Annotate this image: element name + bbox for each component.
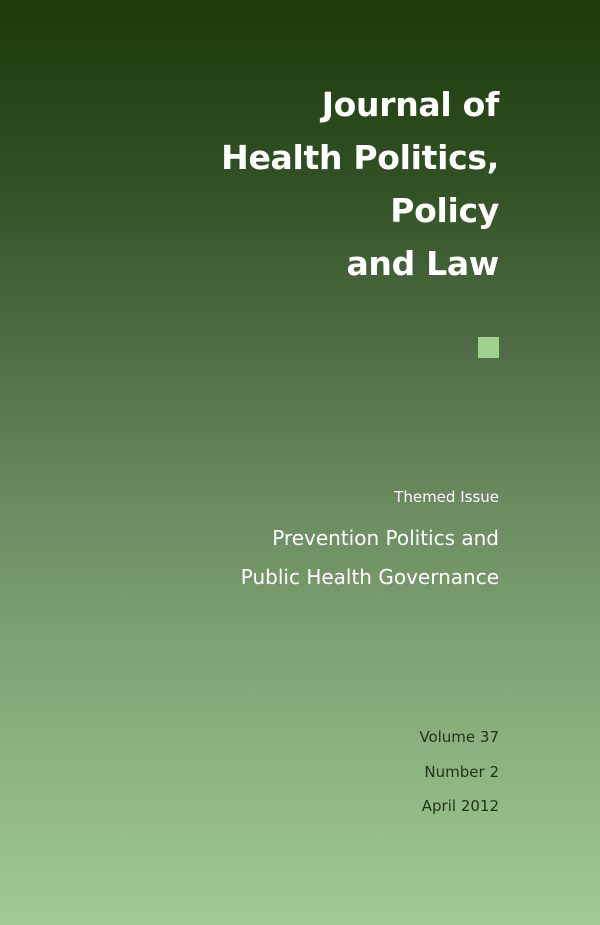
issue-number: Number 2 xyxy=(424,762,499,781)
accent-square xyxy=(478,337,499,358)
journal-title-line-1: Journal of xyxy=(321,85,499,124)
issue-info xyxy=(419,720,499,824)
issue-volume: Volume 37 xyxy=(419,728,499,746)
journal-title-line-2: Health Politics, xyxy=(221,138,499,177)
themed-issue-title xyxy=(99,519,499,597)
issue-date: April 2012 xyxy=(421,797,499,815)
journal-title-line-3: Policy xyxy=(390,191,499,230)
themed-issue-title-line-1: Prevention Politics and xyxy=(272,526,499,550)
journal-title-line-4: and Law xyxy=(346,244,499,283)
journal-title xyxy=(79,78,499,290)
themed-issue-label: Themed Issue xyxy=(394,488,499,506)
themed-issue-title-line-2: Public Health Governance xyxy=(240,565,499,589)
